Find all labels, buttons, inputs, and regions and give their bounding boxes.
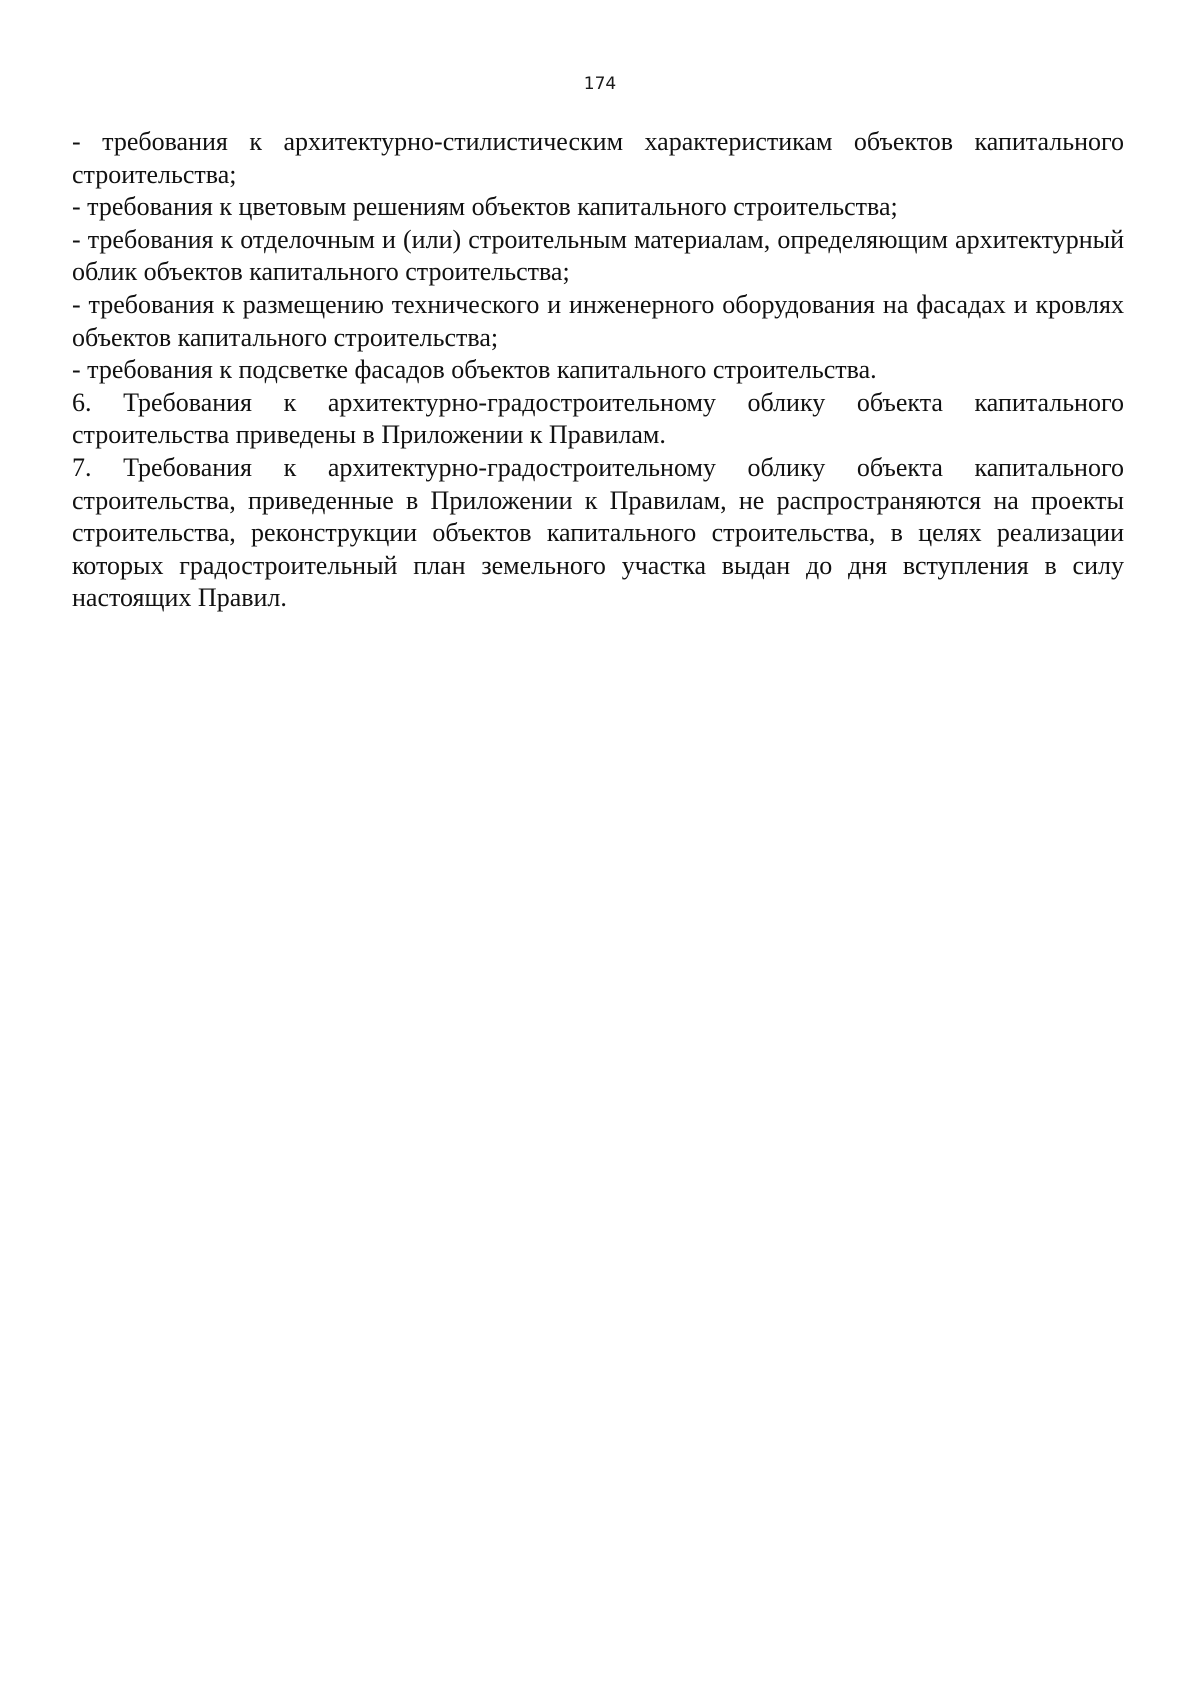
numbered-clause-7: 7. Требования к архитектурно-градостроительному облику объекта капитального строительства, приведенные в Приложении к Правилам, не распространяются на проекты строительства, реконструкции объектов капитального строительства, в целях реализации которых градостроительный план земельного участка выдан до дня вступления в силу настоящих Правил. <box>72 452 1124 613</box>
document-body <box>72 126 1124 615</box>
numbered-clause-6: 6. Требования к архитектурно-градостроительному облику объекта капитального строительства приведены в Приложении к Правилам. <box>72 387 1124 450</box>
requirement-item-equipment-placement: - требования к размещению технического и инженерного оборудования на фасадах и кровлях объектов капитального строительства; <box>72 289 1124 352</box>
requirement-item-facade-lighting: - требования к подсветке фасадов объектов капитального строительства. <box>72 355 877 385</box>
requirement-item-finishing-materials: - требования к отделочным и (или) строительным материалам, определяющим архитектурный облик объектов капитального строительства; <box>72 224 1124 287</box>
requirement-item-architectural-style: - требования к архитектурно-стилистическим характеристикам объектов капитального строительства; <box>72 127 1124 189</box>
page-number: 174 <box>583 74 617 94</box>
requirement-item-color-solutions: - требования к цветовым решениям объектов капитального строительства; <box>72 192 898 222</box>
